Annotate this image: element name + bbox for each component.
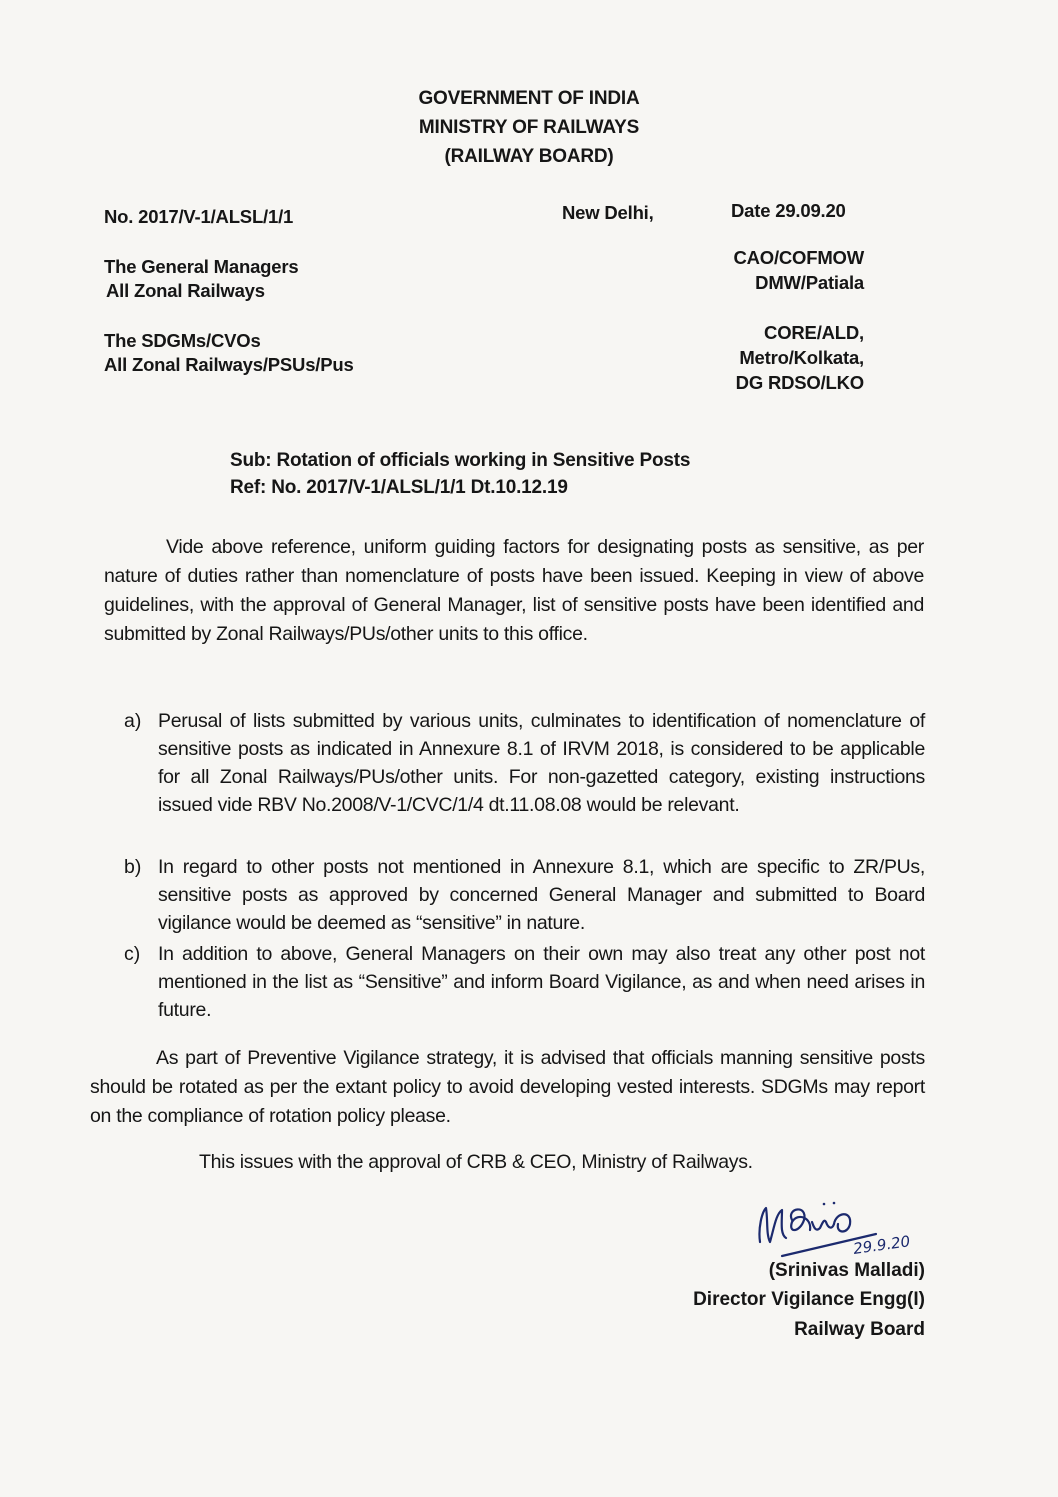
- list-item-a: Perusal of lists submitted by various units, culminates to identification of nomenclature of sensitive posts as indicated in Annexure 8.1 of IRVM 2018, is considered to be applicable for all Zonal Railways/PUs/other units. For non-gazetted category, existing instructions issued vide RBV No.2008/V-1/CVC/1/4 dt.11.08.08 would be relevant.: [158, 710, 925, 816]
- header-board: (RAILWAY BOARD): [444, 146, 614, 167]
- signature-date: 29.9.20: [852, 1232, 912, 1258]
- header-ministry: MINISTRY OF RAILWAYS: [418, 117, 640, 138]
- header-government: GOVERNMENT OF INDIA: [418, 88, 640, 109]
- signatory-designation: Director Vigilance Engg(I): [693, 1289, 925, 1310]
- subject-line: Sub: Rotation of officials working in Sensitive Posts: [230, 450, 691, 471]
- addressee-dmw-patiala: DMW/Patiala: [755, 272, 864, 293]
- paragraph-intro: Vide above reference, uniform guiding factors for designating posts as sensitive, as per nature of duties rather than nomenclature of posts have been issued. Keeping in view of above guidelines, with the approval of General Manager, list of sensitive posts have been identified and submitted by Zonal Railways/PUs/other units to this office.: [104, 536, 924, 645]
- addressee-dg-rdso: DG RDSO/LKO: [735, 372, 864, 393]
- addressee-general-managers: The General Managers: [104, 256, 299, 277]
- addressee-metro-kolkata: Metro/Kolkata,: [739, 347, 864, 368]
- paragraph-rotation-advice: As part of Preventive Vigilance strategy, it is advised that officials manning sensitive posts should be rotated as per the extant policy to avoid developing vested interests. SDGMs may report on the compliance of rotation policy please.: [90, 1047, 925, 1127]
- approval-line: This issues with the approval of CRB & CEO, Ministry of Railways.: [199, 1151, 753, 1173]
- list-marker-c: c): [124, 943, 141, 965]
- letter-number: No. 2017/V-1/ALSL/1/1: [104, 206, 294, 227]
- list-marker-b: b): [124, 856, 142, 878]
- signatory-name: (Srinivas Malladi): [768, 1260, 925, 1281]
- letter-place: New Delhi,: [562, 202, 654, 223]
- reference-line: Ref: No. 2017/V-1/ALSL/1/1 Dt.10.12.19: [230, 477, 568, 498]
- list-item-c: In addition to above, General Managers on their own may also treat any other post not mentioned in the list as “Sensitive” and inform Board Vigilance, as and when need arises in future.: [158, 943, 925, 1021]
- addressee-core-ald: CORE/ALD,: [764, 322, 864, 343]
- list-item-b: In regard to other posts not mentioned in Annexure 8.1, which are specific to ZR/PUs, sensitive posts as approved by concerned General Manager and submitted to Board vigilance would be deemed as “sensitive” in nature.: [158, 856, 925, 934]
- signature-icon: [752, 1198, 942, 1258]
- addressee-cao-cofmow: CAO/COFMOW: [733, 247, 864, 268]
- letter-date: Date 29.09.20: [731, 200, 846, 221]
- list-marker-a: a): [124, 710, 142, 732]
- signatory-office: Railway Board: [794, 1319, 925, 1340]
- addressee-sdgms: The SDGMs/CVOs: [104, 330, 261, 351]
- addressee-zonal-railways: All Zonal Railways: [106, 280, 265, 301]
- addressee-psus: All Zonal Railways/PSUs/Pus: [104, 354, 354, 375]
